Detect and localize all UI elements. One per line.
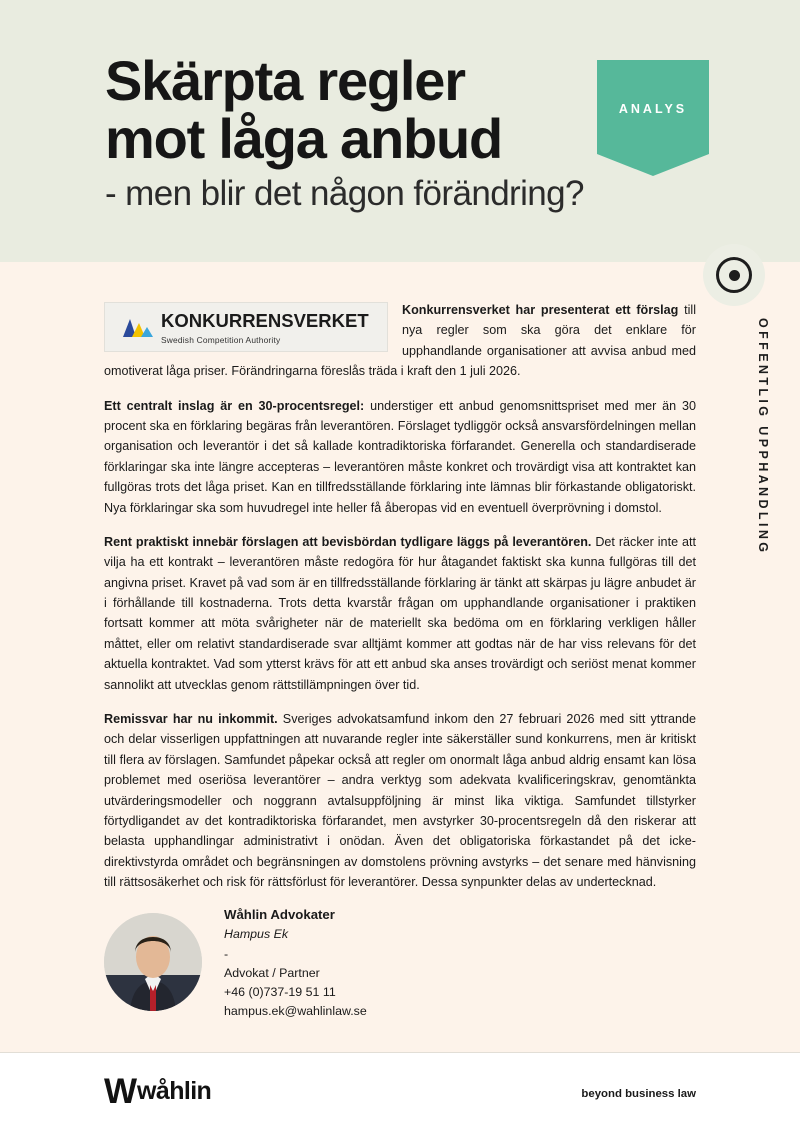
article-paragraph-4 (104, 709, 696, 893)
signature-firm: Wåhlin Advokater (224, 907, 335, 922)
signature-phone[interactable]: +46 (0)737-19 51 11 (224, 985, 336, 1000)
paragraph-1-body: till nya regler som ska göra det enklare för upphandlande organisationer att avvisa anbud med omotiverat låga priser. Förändringarna föreslås träda i kraft den 1 juli 2026. (104, 303, 696, 379)
page-subtitle: - men blir det någon förändring? (105, 174, 584, 214)
wahlin-logo-name: wåhlin (137, 1077, 212, 1105)
konkurrensverket-logo (104, 302, 388, 352)
footer-tagline: beyond business law (581, 1088, 696, 1100)
article-paragraph-2 (104, 396, 696, 518)
target-icon-dot (729, 270, 740, 281)
analys-badge (597, 60, 709, 154)
signature-text (224, 905, 367, 1022)
footer (0, 1052, 800, 1132)
target-icon-ring (716, 257, 752, 293)
analys-badge-label: ANALYS (618, 102, 688, 116)
paragraph-2-lead: Ett centralt inslag är en 30-procentsregel: (104, 398, 365, 413)
paragraph-2-body: understiger ett anbud genomsnittspriset med mer än 30 procent ska en förklaring begäras från leverantören. Förslaget tydliggör också ansvarsfördelningen mellan organisation och leverantör i det så kallade kontradiktoriska förfarandet. Generella och standardiserade förklaringar ska inte längre accepteras – leverantören måste konkret och trovärdigt visa att kontraktet kan fullgöras trots det låga priset. Kan en tillfredsställande förklaring inte lämnas blir förkastande obligatoriskt. Nya förklaringar ska som huvudregel inte heller få åberopas vid en eventuell överprövning i domstol. (104, 398, 696, 515)
paragraph-1-lead: Konkurrensverket har presenterat ett förslag (402, 303, 679, 317)
konkurrensverket-subtitle: Swedish Competition Authority (161, 334, 281, 345)
paragraph-4-lead: Remissvar har nu inkommit. (104, 712, 278, 727)
konkurrensverket-mark-icon (123, 315, 153, 341)
footer-spacer (0, 1040, 800, 1052)
footer-divider (0, 1052, 800, 1053)
signature-email[interactable]: hampus.ek@wahlinlaw.se (224, 1004, 367, 1019)
wahlin-logo-mark: W (104, 1072, 137, 1111)
article-body (104, 300, 696, 907)
avatar (104, 913, 202, 1011)
target-icon (703, 244, 765, 306)
analys-badge-pointer (597, 154, 709, 176)
signature-divider: - (224, 946, 229, 961)
paragraph-3-body: Det räcker inte att vilja ha ett kontrakt – leverantören måste redogöra för hur åtagandet faktiskt ska kunna fullgöras till det angivna priset. Kravet på vad som är en tillfredsställande förklaring är tänkt att skärpas ju lägre anbudet är i förhållande till kostnaderna. Trots detta kvarstår frågan om upphandlande organisationer i praktiken fortsatt kommer att möta svårigheter när de materiellt ska bedöma om en förklaring verkligen håller måttet, eller om relativt standardiserade svar alltjämt kommer att godtas när de har viss relevans för det aktuella kontraktet. Vad som ytterst krävs för att ett anbud ska anses trovärdigt och seriöst menat kommer sannolikt att utvecklas genom rättstillämpningen över tid. (104, 534, 696, 692)
signature-title: Advokat / Partner (224, 965, 320, 980)
paragraph-4-body: Sveriges advokatsamfund inkom den 27 februari 2026 med sitt yttrande och delar visserligen uppfattningen att nuvarande regler inte säkerställer sund konkurrens, men är kritiskt till flera av förslagen. Samfundet påpekar också att regler om onormalt låga anbud aldrig ensamt kan lösa problemet med oseriösa leverantörer – andra verktyg som adekvata kvalificeringskrav, genomtänkta utvärderingsmodeller och noggrann avtalsuppföljning är minst lika viktiga. Samfundet tillstyrker förtydligandet av det kontradiktoriska förfarandet, men avstyrker 30-procentsregeln då den riskerar att belasta upphandlingar administrativt i onödan. Även det obligatoriska förkastandet på det icke-direktivstyrda området och begränsningen av domstolens prövning avstyrks – det senare med hänvisning till rättsosäkerhet och risk för rättsförlust för leverantörer. Dessa synpunkter delas av undertecknad. (104, 712, 697, 890)
headline-line-2: mot låga anbud (105, 107, 502, 171)
konkurrensverket-logo-text (161, 312, 369, 347)
paragraph-3-lead: Rent praktiskt innebär förslagen att bevisbördan tydligare läggs på leverantören. (104, 534, 592, 549)
category-label: OFFENTLIG UPPHANDLING (756, 318, 770, 556)
avatar-portrait (104, 913, 202, 1011)
konkurrensverket-title: KONKURRENSVERKET (161, 310, 369, 331)
headline-line-1: Skärpta regler (105, 49, 465, 112)
signature-person: Hampus Ek (224, 927, 289, 942)
wahlin-logo (104, 1074, 211, 1109)
article-paragraph-3 (104, 532, 696, 695)
